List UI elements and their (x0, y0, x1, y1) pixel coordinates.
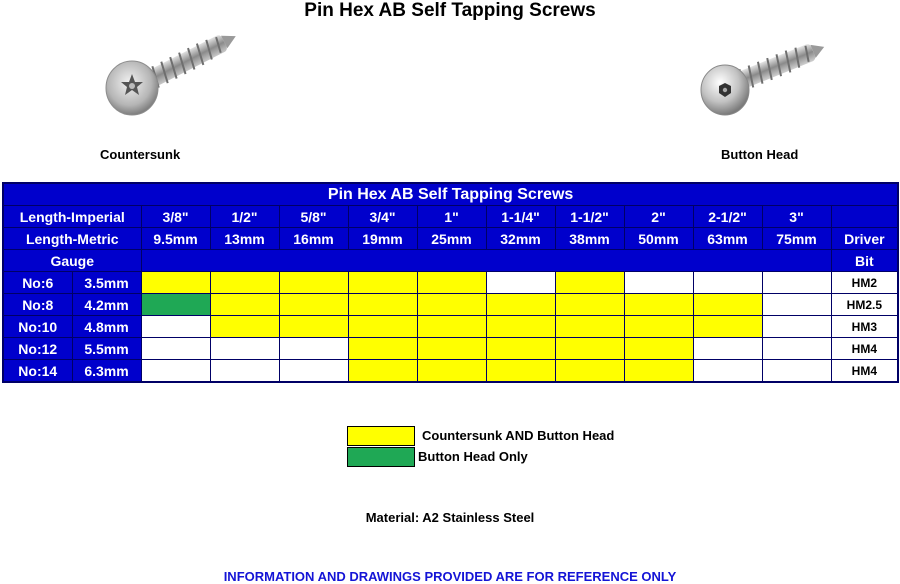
button-head-caption: Button Head (721, 147, 799, 162)
availability-cell-empty (210, 360, 279, 383)
button-head-screw-icon (695, 26, 835, 126)
availability-cell-both (486, 294, 555, 316)
legend-yellow-swatch (347, 426, 415, 446)
availability-cell-both (555, 294, 624, 316)
availability-cell-empty (624, 272, 693, 294)
metric-label: Length-Metric (3, 228, 141, 250)
table-row (3, 338, 898, 360)
driver-bit-cell: HM4 (831, 338, 898, 360)
size-cell: 4.2mm (72, 294, 141, 316)
availability-cell-empty (693, 338, 762, 360)
imperial-length-header: 3/8" (141, 206, 210, 228)
metric-length-header: 9.5mm (141, 228, 210, 250)
gauge-label: Gauge (3, 250, 141, 272)
metric-length-header: 38mm (555, 228, 624, 250)
metric-length-header: 25mm (417, 228, 486, 250)
availability-cell-both (693, 294, 762, 316)
imperial-length-header: 1-1/4" (486, 206, 555, 228)
driver-bit-cell: HM4 (831, 360, 898, 383)
availability-cell-both (348, 316, 417, 338)
table-row (3, 316, 898, 338)
availability-cell-both (624, 360, 693, 383)
imperial-length-header: 3" (762, 206, 831, 228)
metric-length-header: 19mm (348, 228, 417, 250)
availability-cell-empty (486, 272, 555, 294)
driver-bit-cell: HM3 (831, 316, 898, 338)
availability-cell-empty (141, 316, 210, 338)
availability-cell-both (417, 294, 486, 316)
gauge-cell: No:10 (3, 316, 72, 338)
countersunk-caption: Countersunk (100, 147, 181, 162)
availability-cell-button-only (141, 294, 210, 316)
table-row (3, 294, 898, 316)
imperial-length-header: 1/2" (210, 206, 279, 228)
imperial-length-header: 5/8" (279, 206, 348, 228)
availability-cell-empty (762, 294, 831, 316)
driver-header: Driver (831, 228, 898, 250)
availability-cell-both (555, 316, 624, 338)
metric-length-header: 63mm (693, 228, 762, 250)
availability-cell-empty (141, 338, 210, 360)
imperial-length-header: 1-1/2" (555, 206, 624, 228)
availability-cell-empty (762, 338, 831, 360)
imperial-length-header: 2-1/2" (693, 206, 762, 228)
size-cell: 3.5mm (72, 272, 141, 294)
availability-cell-empty (693, 360, 762, 383)
material-note: Material: A2 Stainless Steel (365, 510, 535, 525)
metric-length-header: 32mm (486, 228, 555, 250)
availability-cell-both (279, 294, 348, 316)
gauge-cell: No:8 (3, 294, 72, 316)
imperial-length-header: 1" (417, 206, 486, 228)
metric-length-header: 75mm (762, 228, 831, 250)
table-row (3, 360, 898, 383)
availability-cell-both (279, 316, 348, 338)
availability-cell-both (210, 316, 279, 338)
availability-cell-both (555, 272, 624, 294)
availability-cell-both (486, 360, 555, 383)
legend-green-swatch (347, 447, 415, 467)
availability-cell-both (417, 316, 486, 338)
metric-length-header: 50mm (624, 228, 693, 250)
availability-cell-empty (279, 360, 348, 383)
availability-cell-both (486, 316, 555, 338)
legend-green-label: Button Head Only (418, 449, 528, 464)
imperial-label: Length-Imperial (3, 206, 141, 228)
availability-cell-both (693, 316, 762, 338)
availability-cell-both (348, 272, 417, 294)
availability-cell-both (624, 316, 693, 338)
availability-cell-both (210, 294, 279, 316)
metric-length-header: 13mm (210, 228, 279, 250)
availability-cell-both (279, 272, 348, 294)
availability-cell-both (348, 360, 417, 383)
table-row (3, 272, 898, 294)
availability-cell-both (210, 272, 279, 294)
availability-cell-both (348, 294, 417, 316)
countersunk-screw-icon (100, 26, 250, 126)
availability-cell-both (141, 272, 210, 294)
reference-disclaimer: INFORMATION AND DRAWINGS PROVIDED ARE FOR REFERENCE ONLY (223, 569, 677, 584)
size-cell: 5.5mm (72, 338, 141, 360)
metric-length-header: 16mm (279, 228, 348, 250)
screw-size-table (2, 182, 899, 383)
availability-cell-empty (693, 272, 762, 294)
driver-bit-cell: HM2 (831, 272, 898, 294)
availability-cell-both (417, 272, 486, 294)
gauge-cell: No:6 (3, 272, 72, 294)
size-cell: 6.3mm (72, 360, 141, 383)
availability-cell-both (624, 294, 693, 316)
availability-cell-both (417, 338, 486, 360)
driver-bit-cell: HM2.5 (831, 294, 898, 316)
availability-cell-empty (762, 360, 831, 383)
imperial-length-header: 2" (624, 206, 693, 228)
legend-yellow-label: Countersunk AND Button Head (422, 428, 615, 443)
availability-cell-both (348, 338, 417, 360)
gauge-spacer (141, 250, 831, 272)
availability-cell-empty (762, 316, 831, 338)
availability-cell-both (486, 338, 555, 360)
availability-cell-empty (279, 338, 348, 360)
availability-cell-both (555, 360, 624, 383)
availability-cell-empty (762, 272, 831, 294)
availability-cell-both (417, 360, 486, 383)
driver-header-blank (831, 206, 898, 228)
bit-header: Bit (831, 250, 898, 272)
size-cell: 4.8mm (72, 316, 141, 338)
availability-cell-both (555, 338, 624, 360)
availability-cell-both (624, 338, 693, 360)
page-title: Pin Hex AB Self Tapping Screws (304, 0, 596, 21)
table-heading: Pin Hex AB Self Tapping Screws (3, 183, 898, 206)
gauge-cell: No:12 (3, 338, 72, 360)
imperial-length-header: 3/4" (348, 206, 417, 228)
gauge-cell: No:14 (3, 360, 72, 383)
availability-cell-empty (210, 338, 279, 360)
availability-cell-empty (141, 360, 210, 383)
